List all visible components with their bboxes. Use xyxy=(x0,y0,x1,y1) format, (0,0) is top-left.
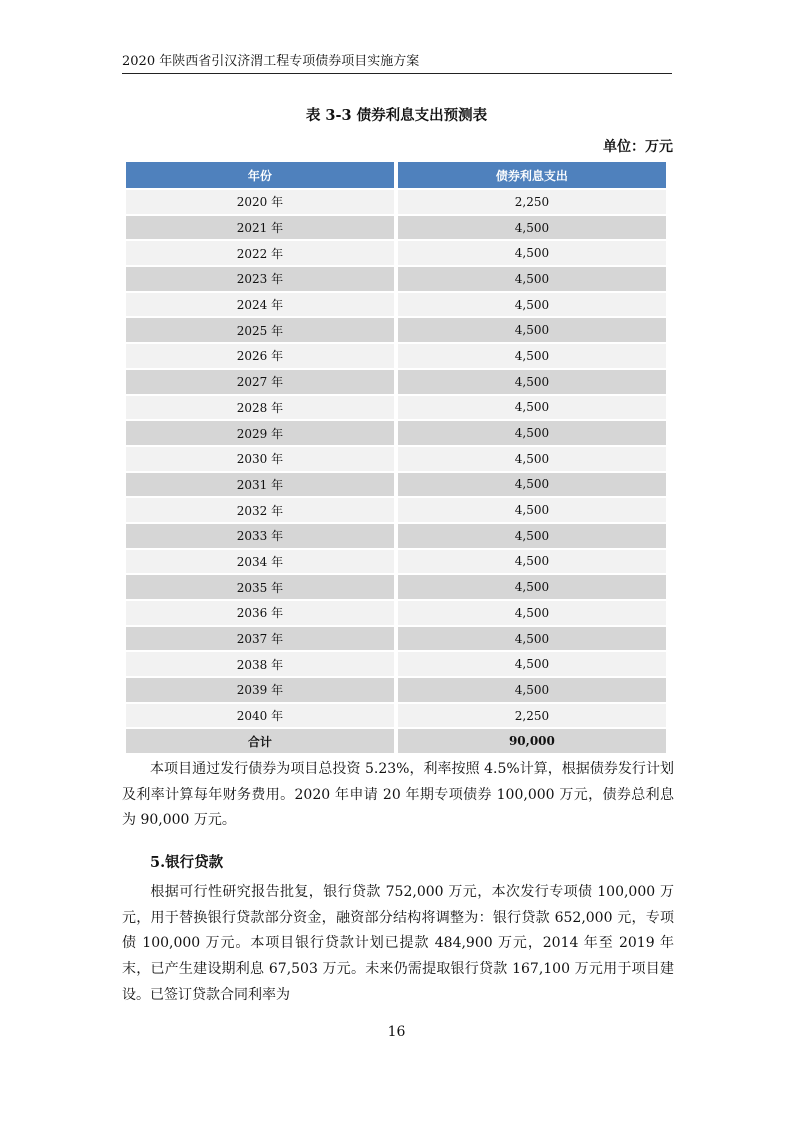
table-row xyxy=(126,318,666,342)
year-cell: 2026 年 xyxy=(126,344,394,368)
year-cell: 2039 年 xyxy=(126,678,394,702)
table-row xyxy=(126,370,666,394)
table-row xyxy=(126,601,666,625)
page-number: 16 xyxy=(387,1024,406,1040)
table-row xyxy=(126,678,666,702)
table-row xyxy=(126,216,666,240)
year-cell: 2040 年 xyxy=(126,704,394,728)
year-cell: 2033 年 xyxy=(126,524,394,548)
table-row xyxy=(126,473,666,497)
year-cell: 2030 年 xyxy=(126,447,394,471)
year-cell: 2027 年 xyxy=(126,370,394,394)
page-header xyxy=(122,52,672,74)
year-cell: 2031 年 xyxy=(126,473,394,497)
interest-cell: 4,500 xyxy=(398,241,666,265)
interest-cell: 4,500 xyxy=(398,678,666,702)
interest-cell: 4,500 xyxy=(398,498,666,522)
table-row xyxy=(126,241,666,265)
table-row xyxy=(126,652,666,676)
table-row xyxy=(126,524,666,548)
year-cell: 2037 年 xyxy=(126,627,394,651)
year-cell: 2028 年 xyxy=(126,396,394,420)
interest-cell: 4,500 xyxy=(398,627,666,651)
year-cell: 2023 年 xyxy=(126,267,394,291)
interest-cell: 4,500 xyxy=(398,318,666,342)
interest-cell: 4,500 xyxy=(398,216,666,240)
year-cell: 2034 年 xyxy=(126,550,394,574)
header-title: 2020 年陕西省引汉济渭工程专项债券项目实施方案 xyxy=(122,54,420,69)
table-row xyxy=(126,293,666,317)
interest-table xyxy=(122,160,670,755)
interest-cell: 4,500 xyxy=(398,601,666,625)
interest-cell: 2,250 xyxy=(398,190,666,214)
paragraph-bond-interest xyxy=(122,757,674,834)
interest-cell: 4,500 xyxy=(398,396,666,420)
year-cell: 2029 年 xyxy=(126,421,394,445)
paragraph-bank-loan xyxy=(122,880,674,1009)
table-row xyxy=(126,575,666,599)
table-total-row xyxy=(126,729,666,753)
total-label-cell: 合计 xyxy=(126,729,394,753)
table-row xyxy=(126,627,666,651)
interest-cell: 4,500 xyxy=(398,575,666,599)
table-caption: 表 3-3 债券利息支出预测表 xyxy=(305,107,488,124)
year-cell: 2036 年 xyxy=(126,601,394,625)
interest-cell: 4,500 xyxy=(398,293,666,317)
year-cell: 2032 年 xyxy=(126,498,394,522)
year-cell: 2035 年 xyxy=(126,575,394,599)
table-row xyxy=(126,396,666,420)
year-cell: 2024 年 xyxy=(126,293,394,317)
interest-cell: 4,500 xyxy=(398,344,666,368)
interest-cell: 4,500 xyxy=(398,370,666,394)
table-row xyxy=(126,498,666,522)
year-cell: 2020 年 xyxy=(126,190,394,214)
column-header-interest: 债券利息支出 xyxy=(398,162,666,188)
column-header-year: 年份 xyxy=(126,162,394,188)
table-header-row xyxy=(126,162,666,188)
table-row xyxy=(126,550,666,574)
interest-cell: 4,500 xyxy=(398,447,666,471)
paragraph-bond-interest-text: 本项目通过发行债券为项目总投资 5.23%，利率按照 4.5%计算，根据债券发行计划及利率计算每年财务费用。2020 年申请 20 年期专项债券 100,000 万元，债券总利息为 90,000 万元。 xyxy=(122,761,674,829)
interest-cell: 4,500 xyxy=(398,421,666,445)
interest-cell: 4,500 xyxy=(398,652,666,676)
year-cell: 2022 年 xyxy=(126,241,394,265)
interest-cell: 2,250 xyxy=(398,704,666,728)
table-row xyxy=(126,190,666,214)
year-cell: 2021 年 xyxy=(126,216,394,240)
paragraph-bank-loan-text: 根据可行性研究报告批复，银行贷款 752,000 万元，本次发行专项债 100,000 万元，用于替换银行贷款部分资金，融资部分结构将调整为：银行贷款 652,000 元，专项债 100,000 万元。本项目银行贷款计划已提款 484,900 万元，2014 年至 2019 年末，已产生建设期利息 67,503 万元。未来仍需提取银行贷款 167,100 万元用于项目建设。已签订贷款合同利率为 xyxy=(122,884,674,1003)
total-value-cell: 90,000 xyxy=(398,729,666,753)
table-row xyxy=(126,267,666,291)
unit-label: 单位：万元 xyxy=(603,139,673,155)
table-row xyxy=(126,704,666,728)
interest-cell: 4,500 xyxy=(398,473,666,497)
interest-cell: 4,500 xyxy=(398,267,666,291)
year-cell: 2038 年 xyxy=(126,652,394,676)
year-cell: 2025 年 xyxy=(126,318,394,342)
table-row xyxy=(126,421,666,445)
table-row xyxy=(126,344,666,368)
interest-cell: 4,500 xyxy=(398,524,666,548)
interest-cell: 4,500 xyxy=(398,550,666,574)
table-row xyxy=(126,447,666,471)
section-heading: 5.银行贷款 xyxy=(150,854,224,871)
